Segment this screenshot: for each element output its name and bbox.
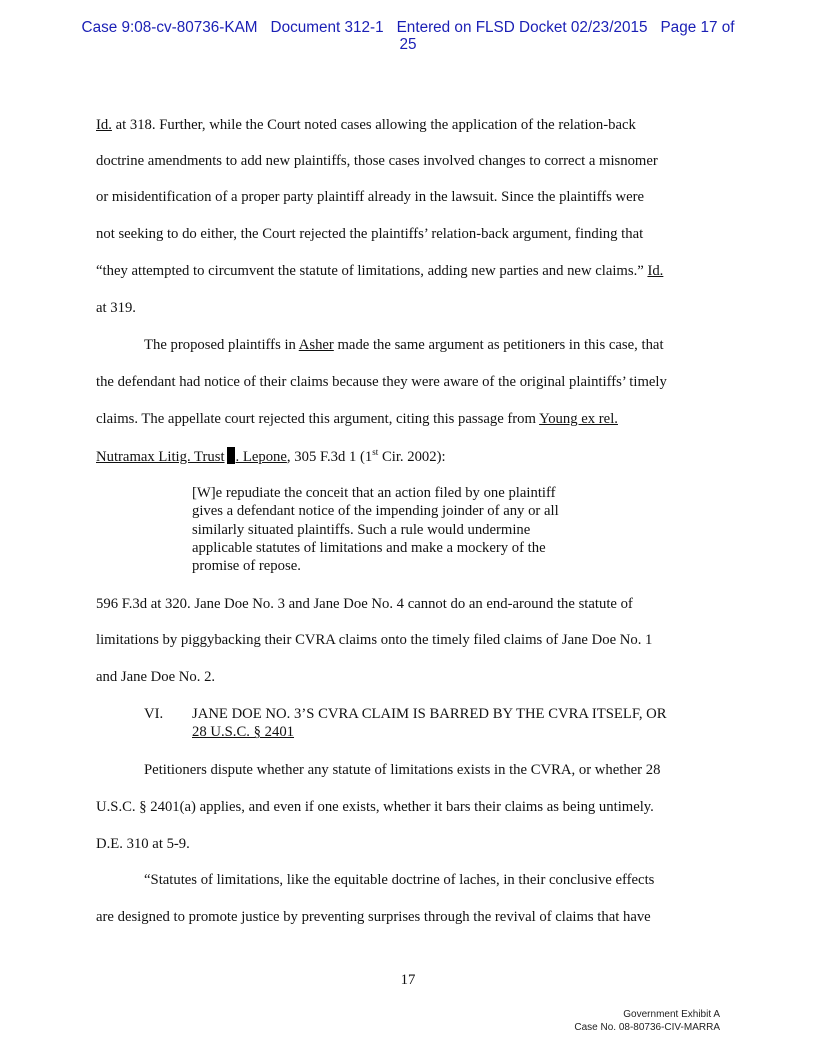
body-line — [96, 411, 720, 428]
body-line: Petitioners dispute whether any statute of limitations exists in the CVRA, or whether 28 — [144, 762, 661, 778]
text: at 318. Further, while the Court noted cases allowing the application of the relation-back — [111, 117, 636, 133]
docket-header — [40, 19, 776, 53]
section-title-line: 28 U.S.C. § 2401 — [192, 724, 295, 741]
exhibit-footer — [574, 1009, 720, 1034]
body-line: or misidentification of a proper party plaintiff already in the lawsuit. Since the plaintiffs were — [96, 189, 645, 205]
citation: Nutramax Litig. Trust — [96, 449, 225, 465]
exhibit-label: Government Exhibit A — [623, 1009, 720, 1020]
quote-line: similarly situated plaintiffs. Such a rule would undermine — [192, 521, 531, 538]
citation: Asher — [298, 337, 334, 353]
block-quote — [192, 484, 612, 575]
body-line: doctrine amendments to add new plaintiffs, those cases involved changes to correct a misnomer — [96, 153, 658, 169]
section-number: VI. — [144, 706, 164, 722]
exhibit-case-number: Case No. 08-80736-CIV-MARRA — [574, 1021, 720, 1033]
text: The proposed plaintiffs in — [144, 337, 299, 353]
page-of: Page 17 of — [660, 19, 735, 36]
redaction-mark — [227, 447, 235, 464]
citation: . Lepone — [235, 449, 287, 465]
text: , 305 F.3d 1 (1 — [286, 449, 373, 465]
quote-line: applicable statutes of limitations and make a mockery of the — [192, 539, 546, 556]
body-line: are designed to promote justice by preventing surprises through the revival of claims that have — [96, 909, 651, 925]
body-line: U.S.C. § 2401(a) applies, and even if one exists, whether it bars their claims as being untimely. — [96, 799, 654, 815]
body-line: 596 F.3d at 320. Jane Doe No. 3 and Jane Doe No. 4 cannot do an end-around the statute of — [96, 596, 633, 612]
body-line: “Statutes of limitations, like the equitable doctrine of laches, in their conclusive effects — [144, 872, 655, 888]
body-line: D.E. 310 at 5-9. — [96, 836, 190, 852]
entered-date: Entered on FLSD Docket 02/23/2015 — [396, 19, 648, 36]
body-line — [144, 337, 768, 354]
page-number: 17 — [400, 972, 416, 988]
body-line: at 319. — [96, 300, 136, 316]
superscript: st — [372, 447, 379, 457]
body-line — [96, 447, 720, 466]
quote-line: [W]e repudiate the conceit that an action filed by one plaintiff — [192, 485, 556, 501]
quote-line: promise of repose. — [192, 558, 301, 575]
body-line — [96, 117, 720, 134]
citation: Young ex rel. — [539, 411, 618, 427]
body-line: not seeking to do either, the Court rejected the plaintiffs’ relation-back argument, finding that — [96, 226, 644, 242]
citation: Id. — [96, 117, 112, 133]
case-number: Case 9:08-cv-80736-KAM — [81, 19, 258, 36]
body-line: the defendant had notice of their claims because they were aware of the original plaintiffs’ timely — [96, 374, 667, 390]
body-line: and Jane Doe No. 2. — [96, 669, 216, 685]
body-line — [96, 263, 720, 280]
text: “they attempted to circumvent the statute of limitations, adding new parties and new claims.” — [96, 263, 648, 279]
text: made the same argument as petitioners in this case, that — [333, 337, 664, 353]
section-title — [192, 705, 667, 742]
document-number: Document 312-1 — [270, 19, 384, 36]
total-pages: 25 — [399, 36, 417, 53]
quote-line: gives a defendant notice of the impending joinder of any or all — [192, 503, 559, 520]
section-title-line: JANE DOE NO. 3’S CVRA CLAIM IS BARRED BY THE CVRA ITSELF, OR — [192, 706, 667, 722]
body-line: limitations by piggybacking their CVRA claims onto the timely filed claims of Jane Doe No. 1 — [96, 632, 653, 648]
citation: Id. — [647, 263, 664, 279]
docket-header-line-1 — [40, 19, 776, 36]
text: Cir. 2002): — [378, 449, 446, 465]
text: claims. The appellate court rejected this argument, citing this passage from — [96, 411, 540, 427]
